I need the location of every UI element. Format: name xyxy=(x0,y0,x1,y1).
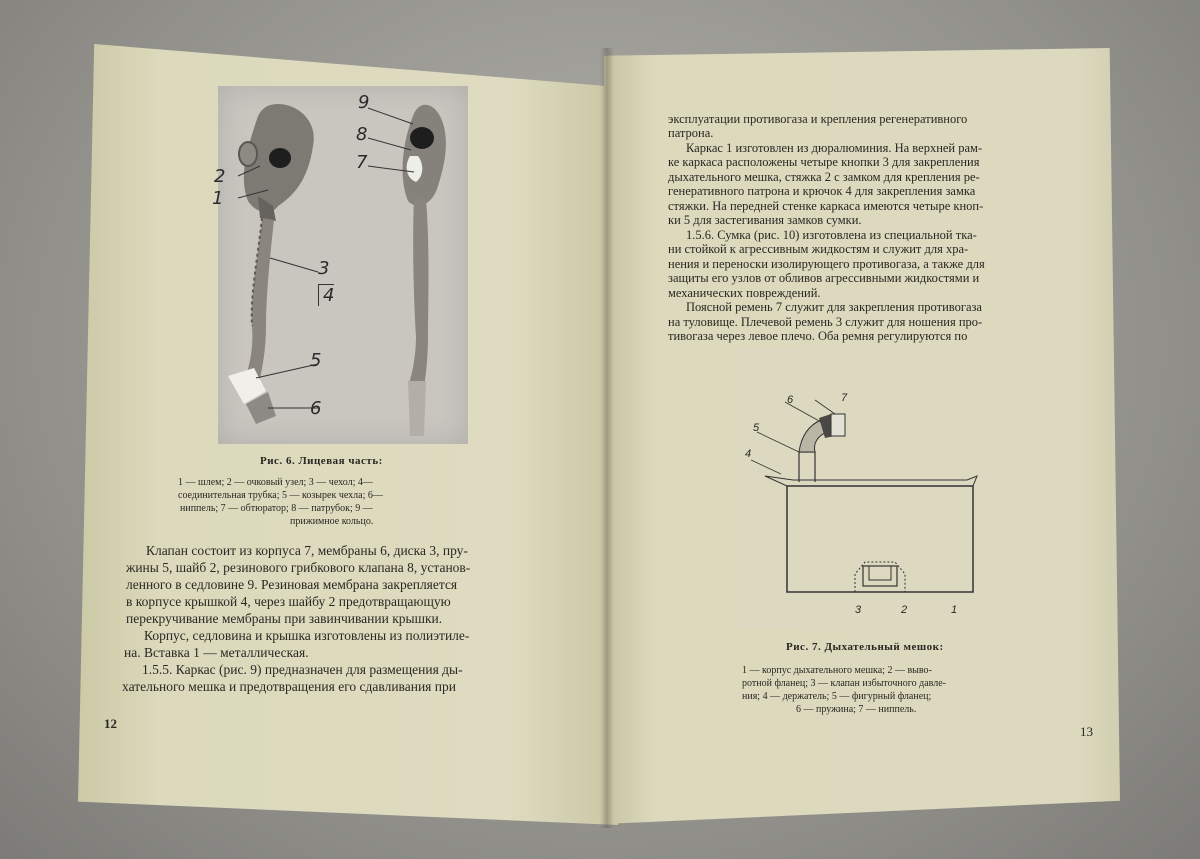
figure-6-caption: Рис. 6. Лицевая часть: xyxy=(260,455,383,467)
figure-6-legend-line: соединительная трубка; 5 — козырек чехла; 6— xyxy=(178,490,383,501)
figure-label: 4 xyxy=(318,284,334,306)
body-text-line: Корпус, седловина и крышка изготовлены из полиэтиле- xyxy=(144,628,470,643)
body-text-line: в корпусе крышкой 4, через шайбу 2 предотвращающую xyxy=(126,594,451,609)
body-text-line: нения и переноски изолирующего противогаза, а также для xyxy=(668,257,985,271)
body-text-line: генеративного патрона и крючок 4 для закрепления замка xyxy=(668,184,976,198)
book-spine xyxy=(600,48,614,828)
body-text-line: стяжки. На передней стенке каркаса имеются четыре кноп- xyxy=(668,199,984,213)
figure-7-caption: Рис. 7. Дыхательный мешок: xyxy=(786,641,944,653)
page-number: 12 xyxy=(104,716,117,731)
figure-6-photo xyxy=(212,86,468,444)
body-text-line: дыхательного мешка, стяжка 2 с замком для крепления ре- xyxy=(668,170,980,184)
page-number: 13 xyxy=(1080,724,1093,739)
figure-label: 5 xyxy=(310,350,322,371)
figure-label: 3 xyxy=(855,604,862,616)
body-text-line: на. Вставка 1 — металлическая. xyxy=(124,645,309,660)
figure-label: 9 xyxy=(358,92,370,113)
body-text-line: патрона. xyxy=(668,126,714,140)
figure-6-legend-line: 1 — шлем; 2 — очковый узел; 3 — чехол; 4— xyxy=(178,477,373,488)
figure-label: 4 xyxy=(745,448,752,460)
body-text-line: Поясной ремень 7 служит для закрепления противогаза xyxy=(686,300,982,314)
body-text-line: ленного в седловине 9. Резиновая мембрана закрепляется xyxy=(126,577,458,592)
figure-label: 8 xyxy=(356,124,368,145)
figure-label: 1 xyxy=(951,604,958,616)
body-text-line: хательного мешка и предотвращения его сдавливания при xyxy=(122,679,456,694)
figure-label: 7 xyxy=(841,392,848,404)
gas-mask-illustration xyxy=(218,86,468,444)
body-text-line: перекручивание мембраны при завинчивании крышки. xyxy=(126,611,443,626)
figure-7-legend-line: ротной фланец; 3 — клапан избыточного давле- xyxy=(742,678,947,689)
figure-7-legend-line: 1 — корпус дыхательного мешка; 2 — выво- xyxy=(742,665,932,676)
figure-6-legend-line: ниппель; 7 — обтюратор; 8 — патрубок; 9 — xyxy=(180,503,373,514)
body-text-line: Клапан состоит из корпуса 7, мембраны 6, диска 3, пру- xyxy=(146,543,468,558)
body-text-line: жины 5, шайб 2, резинового грибкового клапана 8, установ- xyxy=(126,560,471,575)
figure-label: 2 xyxy=(901,604,908,616)
body-text-line: ки 5 для застегивания замков сумки. xyxy=(668,213,862,227)
figure-7-legend-line: ния; 4 — держатель; 5 — фигурный фланец; xyxy=(742,691,932,702)
body-text-line: ни стойкой к агрессивным жидкостям и служит для хра- xyxy=(668,242,969,256)
figure-label: 2 xyxy=(214,166,226,187)
figure-7-diagram xyxy=(735,348,995,628)
body-text-line: 1.5.6. Сумка (рис. 10) изготовлена из специальной тка- xyxy=(686,228,977,242)
figure-label: 1 xyxy=(212,188,224,209)
figure-label: 6 xyxy=(787,394,794,406)
figure-label: 3 xyxy=(318,258,330,279)
breathing-bag-drawing xyxy=(735,348,995,628)
body-text-line: Каркас 1 изготовлен из дюралюминия. На верхней рам- xyxy=(686,141,983,155)
body-text-line: защиты его узлов от обливов агрессивными жидкостями и xyxy=(668,271,980,285)
body-text-line: на туловище. Плечевой ремень 3 служит для ношения про- xyxy=(668,315,983,329)
figure-label: 5 xyxy=(753,422,760,434)
figure-7-legend-line: 6 — пружина; 7 — ниппель. xyxy=(796,704,917,715)
figure-6-legend-line: прижимное кольцо. xyxy=(290,516,374,527)
body-text-line: эксплуатации противогаза и крепления регенеративного xyxy=(668,112,968,126)
body-text-line: 1.5.5. Каркас (рис. 9) предназначен для размещения ды- xyxy=(142,662,463,677)
body-text-line: механических повреждений. xyxy=(668,286,821,300)
figure-label: 7 xyxy=(356,152,368,173)
body-text-line: тивогаза через левое плечо. Оба ремня регулируются по xyxy=(668,329,968,343)
figure-label: 6 xyxy=(310,398,322,419)
body-text-line: ке каркаса расположены четыре кнопки 3 для закрепления xyxy=(668,155,980,169)
